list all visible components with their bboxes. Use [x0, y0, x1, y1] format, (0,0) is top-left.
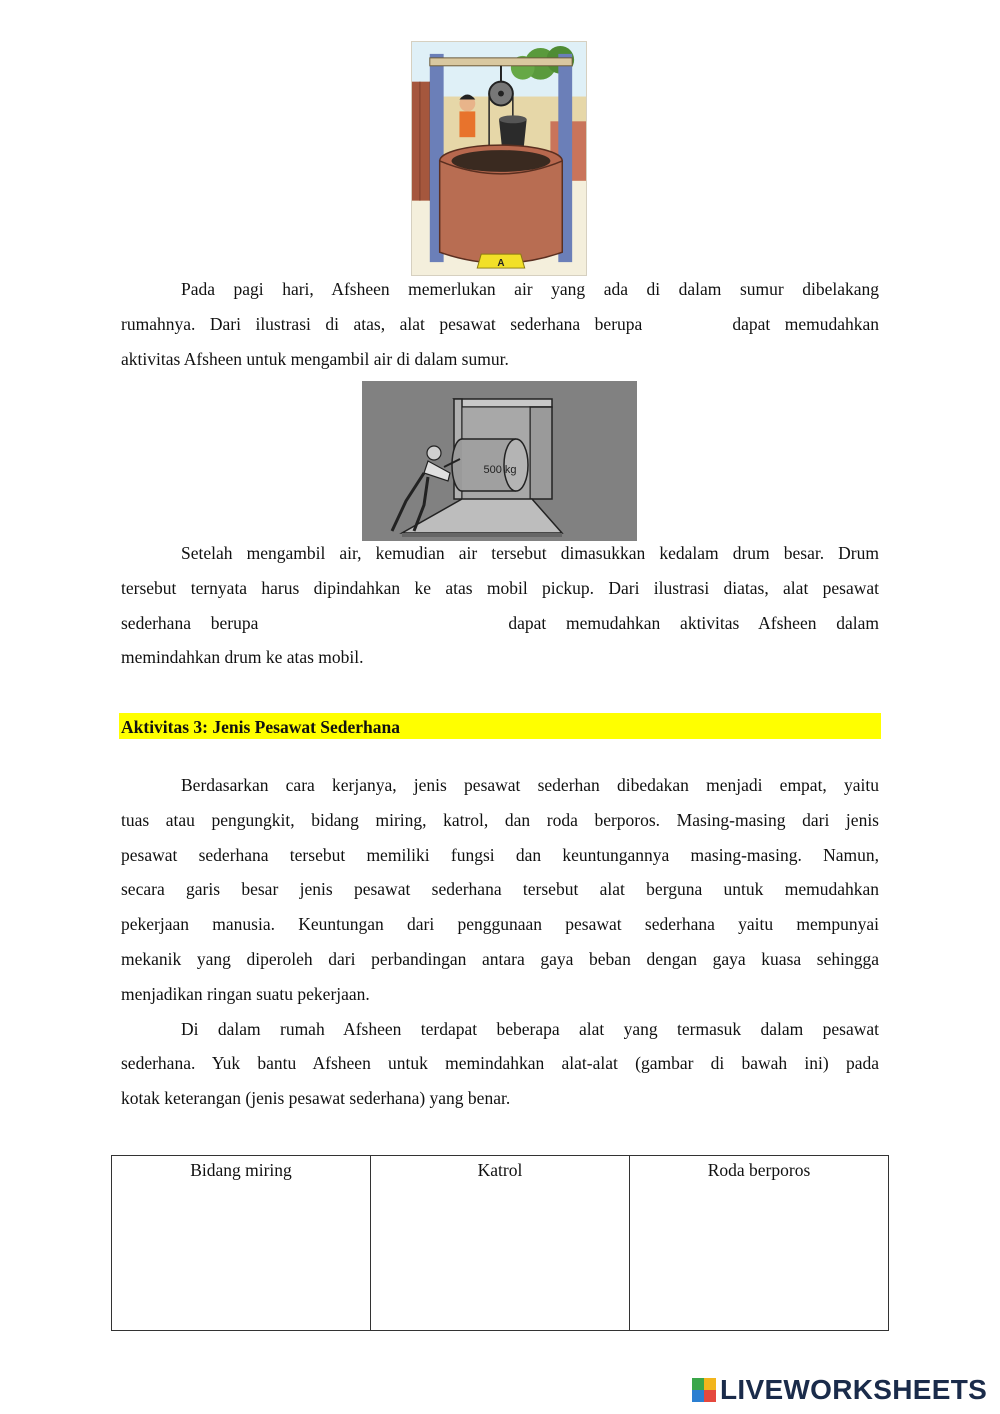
sorting-table [111, 1155, 889, 1331]
table-row [112, 1156, 889, 1331]
section-heading: Aktivitas 3: Jenis Pesawat Sederhana [119, 713, 881, 739]
instruction-line-1: Di dalam rumah Afsheen terdapat beberapa alat yang termasuk dalam pesawat [181, 1018, 879, 1039]
drop-box-roda-berporos[interactable] [630, 1156, 889, 1331]
explanation-line-7: menjadikan ringan suatu pekerjaan. [121, 983, 370, 1004]
drum-weight-label: 500 kg [483, 464, 517, 476]
paragraph-well-line-2 [121, 307, 879, 342]
instruction-line-3: kotak keterangan (jenis pesawat sederhana) yang benar. [121, 1088, 511, 1109]
paragraph-well-line-3: aktivitas Afsheen untuk mengambil air di dalam sumur. [121, 348, 509, 369]
explanation-line-4: secara garis besar jenis pesawat sederhana tersebut alat berguna untuk memudahkan [121, 879, 879, 900]
explanation-line-2: tuas atau pengungkit, bidang miring, katrol, dan roda berporos. Masing-masing dari jenis [121, 809, 879, 830]
liveworksheets-logo-icon [692, 1378, 716, 1402]
column-header-roda-berporos: Roda berporos [707, 1160, 811, 1180]
drop-box-bidang-miring[interactable] [112, 1156, 371, 1331]
explanation-line-5: pekerjaan manusia. Keuntungan dari penggunaan pesawat sederhana yaitu mempunyai [121, 914, 879, 935]
explanation-line-6: mekanik yang diperoleh dari perbandingan antara gaya beban dengan gaya kuasa sehingga [121, 948, 879, 969]
explanation-line-1: Berdasarkan cara kerjanya, jenis pesawat sederhan dibedakan menjadi empat, yaitu [181, 775, 879, 795]
drop-box-katrol[interactable] [371, 1156, 630, 1331]
paragraph-drum-line-3 [121, 606, 879, 641]
paragraph-well-line-1: Pada pagi hari, Afsheen memerlukan air yang ada di dalam sumur dibelakang [181, 279, 879, 299]
paragraph-drum-line-4: memindahkan drum ke atas mobil. [121, 647, 364, 668]
column-header-katrol: Katrol [477, 1160, 523, 1180]
instruction-line-2: sederhana. Yuk bantu Afsheen untuk memindahkan alat-alat (gambar di bawah ini) pada [121, 1053, 879, 1074]
paragraph-drum-line-1: Setelah mengambil air, kemudian air tersebut dimasukkan kedalam drum besar. Drum [181, 543, 879, 563]
paragraph-drum-line-3b: dapat memudahkan aktivitas Afsheen dalam [508, 612, 879, 633]
liveworksheets-logo [692, 1373, 992, 1407]
paragraph-well-line-2b: dapat memudahkan [732, 313, 879, 334]
well-pulley-illustration [411, 41, 587, 276]
paragraph-explanation [121, 768, 879, 1116]
column-header-bidang-miring: Bidang miring [190, 1160, 292, 1180]
drum-ramp-illustration [362, 381, 637, 541]
paragraph-drum [121, 536, 879, 675]
paragraph-well [121, 272, 879, 376]
well-label-tag: A [497, 258, 505, 270]
paragraph-drum-line-3a: sederhana berupa [121, 612, 259, 633]
paragraph-drum-line-2: tersebut ternyata harus dipindahkan ke atas mobil pickup. Dari ilustrasi diatas, alat pesawat [121, 577, 879, 598]
liveworksheets-logo-text: LIVEWORKSHEETS [720, 1374, 988, 1405]
explanation-line-3: pesawat sederhana tersebut memiliki fungsi dan keuntungannya masing-masing. Namun, [121, 844, 879, 865]
paragraph-well-line-2a: rumahnya. Dari ilustrasi di atas, alat pesawat sederhana berupa [121, 313, 643, 334]
